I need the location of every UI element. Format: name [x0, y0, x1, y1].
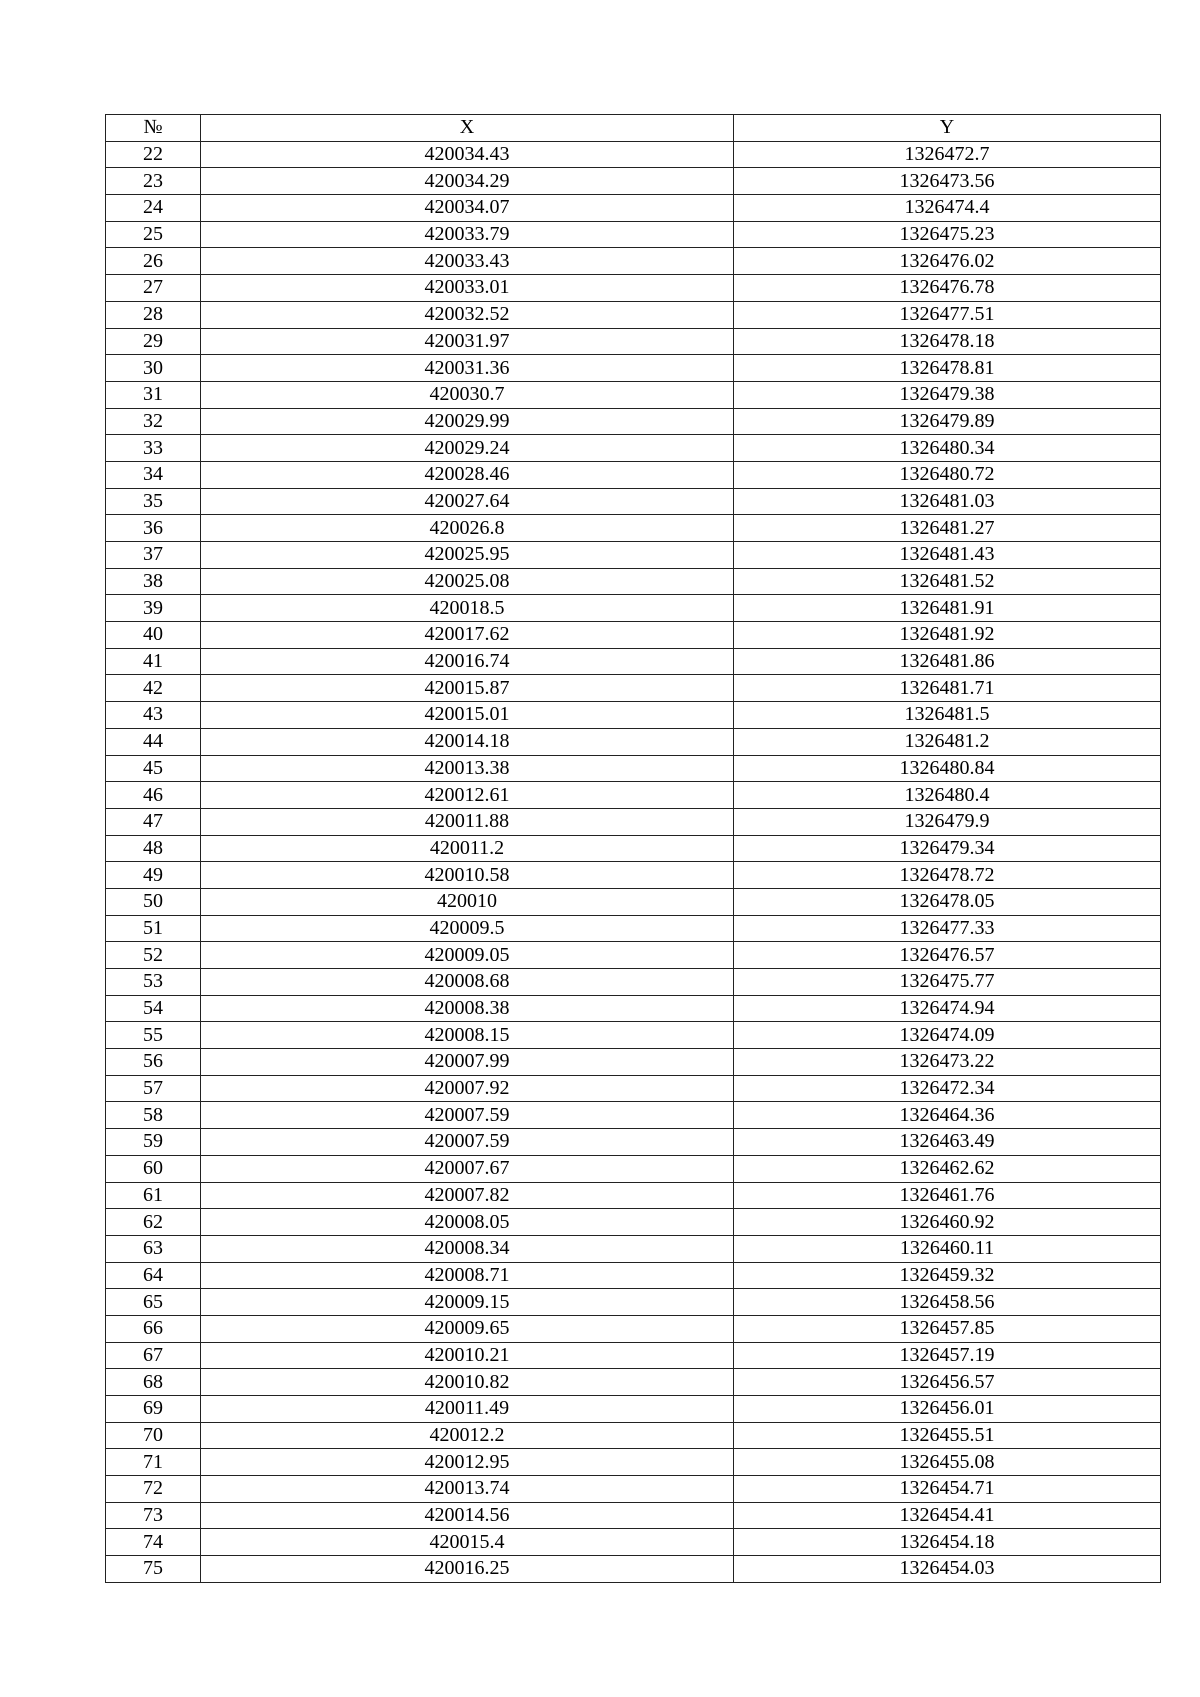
x-coordinate-cell: 420013.74: [201, 1476, 734, 1503]
y-coordinate-cell: 1326455.51: [734, 1422, 1161, 1449]
y-coordinate-cell: 1326473.22: [734, 1049, 1161, 1076]
table-row: [106, 1315, 1161, 1342]
table-body: [106, 141, 1161, 1582]
x-coordinate-cell: 420010.21: [201, 1342, 734, 1369]
point-number-cell: 33: [106, 435, 201, 462]
x-coordinate-cell: 420034.29: [201, 168, 734, 195]
table-row: [106, 1022, 1161, 1049]
point-number-cell: 35: [106, 488, 201, 515]
table-row: [106, 1396, 1161, 1423]
point-number-cell: 67: [106, 1342, 201, 1369]
point-number-cell: 31: [106, 381, 201, 408]
y-coordinate-cell: 1326457.85: [734, 1315, 1161, 1342]
table-row: [106, 461, 1161, 488]
table-row: [106, 1209, 1161, 1236]
point-number-cell: 52: [106, 942, 201, 969]
y-coordinate-cell: 1326478.81: [734, 355, 1161, 382]
point-number-cell: 62: [106, 1209, 201, 1236]
table-row: [106, 969, 1161, 996]
y-coordinate-cell: 1326456.57: [734, 1369, 1161, 1396]
point-number-cell: 68: [106, 1369, 201, 1396]
table-row: [106, 675, 1161, 702]
y-coordinate-cell: 1326479.34: [734, 835, 1161, 862]
y-coordinate-cell: 1326454.71: [734, 1476, 1161, 1503]
x-coordinate-cell: 420033.43: [201, 248, 734, 275]
y-coordinate-cell: 1326481.2: [734, 728, 1161, 755]
y-coordinate-cell: 1326459.32: [734, 1262, 1161, 1289]
point-number-cell: 69: [106, 1396, 201, 1423]
table-row: [106, 1049, 1161, 1076]
y-coordinate-cell: 1326454.18: [734, 1529, 1161, 1556]
table-row: [106, 355, 1161, 382]
y-coordinate-cell: 1326481.92: [734, 622, 1161, 649]
y-coordinate-cell: 1326477.51: [734, 301, 1161, 328]
table-row: [106, 915, 1161, 942]
x-coordinate-cell: 420007.59: [201, 1129, 734, 1156]
y-coordinate-cell: 1326480.34: [734, 435, 1161, 462]
point-number-cell: 58: [106, 1102, 201, 1129]
y-coordinate-cell: 1326477.33: [734, 915, 1161, 942]
x-coordinate-cell: 420007.99: [201, 1049, 734, 1076]
y-coordinate-cell: 1326481.91: [734, 595, 1161, 622]
x-coordinate-cell: 420033.79: [201, 221, 734, 248]
x-coordinate-cell: 420028.46: [201, 461, 734, 488]
table-row: [106, 568, 1161, 595]
table-row: [106, 1289, 1161, 1316]
point-number-cell: 40: [106, 622, 201, 649]
coordinates-table: [105, 114, 1161, 1583]
point-number-cell: 25: [106, 221, 201, 248]
table-row: [106, 1449, 1161, 1476]
y-coordinate-cell: 1326478.72: [734, 862, 1161, 889]
x-coordinate-cell: 420009.05: [201, 942, 734, 969]
point-number-cell: 60: [106, 1155, 201, 1182]
point-number-cell: 53: [106, 969, 201, 996]
x-coordinate-cell: 420011.88: [201, 808, 734, 835]
y-coordinate-cell: 1326456.01: [734, 1396, 1161, 1423]
point-number-cell: 61: [106, 1182, 201, 1209]
x-coordinate-cell: 420008.34: [201, 1235, 734, 1262]
point-number-cell: 57: [106, 1075, 201, 1102]
y-coordinate-cell: 1326481.43: [734, 542, 1161, 569]
y-coordinate-cell: 1326464.36: [734, 1102, 1161, 1129]
x-coordinate-cell: 420029.99: [201, 408, 734, 435]
table-row: [106, 1155, 1161, 1182]
y-coordinate-cell: 1326454.03: [734, 1556, 1161, 1583]
point-number-cell: 26: [106, 248, 201, 275]
table-row: [106, 648, 1161, 675]
point-number-cell: 29: [106, 328, 201, 355]
point-number-cell: 73: [106, 1502, 201, 1529]
point-number-cell: 32: [106, 408, 201, 435]
point-number-cell: 59: [106, 1129, 201, 1156]
y-coordinate-cell: 1326458.56: [734, 1289, 1161, 1316]
y-coordinate-cell: 1326481.71: [734, 675, 1161, 702]
table-row: [106, 488, 1161, 515]
table-row: [106, 942, 1161, 969]
table-header: [106, 115, 1161, 142]
point-number-cell: 46: [106, 782, 201, 809]
point-number-cell: 63: [106, 1235, 201, 1262]
table-row: [106, 1102, 1161, 1129]
table-row: [106, 1502, 1161, 1529]
y-coordinate-cell: 1326461.76: [734, 1182, 1161, 1209]
table-row: [106, 1476, 1161, 1503]
x-coordinate-cell: 420007.92: [201, 1075, 734, 1102]
point-number-cell: 41: [106, 648, 201, 675]
x-coordinate-cell: 420008.38: [201, 995, 734, 1022]
y-coordinate-cell: 1326472.7: [734, 141, 1161, 168]
table-row: [106, 595, 1161, 622]
y-coordinate-cell: 1326463.49: [734, 1129, 1161, 1156]
x-coordinate-cell: 420013.38: [201, 755, 734, 782]
header-x: X: [201, 115, 734, 142]
point-number-cell: 75: [106, 1556, 201, 1583]
table-row: [106, 1529, 1161, 1556]
y-coordinate-cell: 1326481.03: [734, 488, 1161, 515]
point-number-cell: 48: [106, 835, 201, 862]
x-coordinate-cell: 420032.52: [201, 301, 734, 328]
point-number-cell: 74: [106, 1529, 201, 1556]
x-coordinate-cell: 420012.95: [201, 1449, 734, 1476]
table-row: [106, 275, 1161, 302]
y-coordinate-cell: 1326476.78: [734, 275, 1161, 302]
y-coordinate-cell: 1326478.18: [734, 328, 1161, 355]
table-row: [106, 515, 1161, 542]
point-number-cell: 23: [106, 168, 201, 195]
table-row: [106, 1556, 1161, 1583]
x-coordinate-cell: 420015.87: [201, 675, 734, 702]
header-number: №: [106, 115, 201, 142]
y-coordinate-cell: 1326472.34: [734, 1075, 1161, 1102]
x-coordinate-cell: 420034.07: [201, 195, 734, 222]
point-number-cell: 24: [106, 195, 201, 222]
x-coordinate-cell: 420015.4: [201, 1529, 734, 1556]
x-coordinate-cell: 420007.67: [201, 1155, 734, 1182]
point-number-cell: 45: [106, 755, 201, 782]
header-y: Y: [734, 115, 1161, 142]
table-row: [106, 995, 1161, 1022]
point-number-cell: 22: [106, 141, 201, 168]
y-coordinate-cell: 1326474.4: [734, 195, 1161, 222]
point-number-cell: 49: [106, 862, 201, 889]
x-coordinate-cell: 420014.18: [201, 728, 734, 755]
x-coordinate-cell: 420008.71: [201, 1262, 734, 1289]
x-coordinate-cell: 420007.82: [201, 1182, 734, 1209]
table-row: [106, 168, 1161, 195]
y-coordinate-cell: 1326481.52: [734, 568, 1161, 595]
x-coordinate-cell: 420012.2: [201, 1422, 734, 1449]
table-row: [106, 1235, 1161, 1262]
x-coordinate-cell: 420025.95: [201, 542, 734, 569]
x-coordinate-cell: 420009.15: [201, 1289, 734, 1316]
table-row: [106, 1422, 1161, 1449]
x-coordinate-cell: 420016.25: [201, 1556, 734, 1583]
table-row: [106, 1182, 1161, 1209]
table-row: [106, 1075, 1161, 1102]
table-row: [106, 862, 1161, 889]
x-coordinate-cell: 420017.62: [201, 622, 734, 649]
point-number-cell: 64: [106, 1262, 201, 1289]
point-number-cell: 70: [106, 1422, 201, 1449]
y-coordinate-cell: 1326480.4: [734, 782, 1161, 809]
table-row: [106, 328, 1161, 355]
x-coordinate-cell: 420031.97: [201, 328, 734, 355]
table-row: [106, 1129, 1161, 1156]
point-number-cell: 43: [106, 702, 201, 729]
table-row: [106, 622, 1161, 649]
x-coordinate-cell: 420009.65: [201, 1315, 734, 1342]
x-coordinate-cell: 420027.64: [201, 488, 734, 515]
x-coordinate-cell: 420011.2: [201, 835, 734, 862]
point-number-cell: 38: [106, 568, 201, 595]
y-coordinate-cell: 1326480.72: [734, 461, 1161, 488]
point-number-cell: 72: [106, 1476, 201, 1503]
point-number-cell: 37: [106, 542, 201, 569]
x-coordinate-cell: 420008.15: [201, 1022, 734, 1049]
y-coordinate-cell: 1326480.84: [734, 755, 1161, 782]
y-coordinate-cell: 1326476.02: [734, 248, 1161, 275]
y-coordinate-cell: 1326462.62: [734, 1155, 1161, 1182]
point-number-cell: 71: [106, 1449, 201, 1476]
point-number-cell: 66: [106, 1315, 201, 1342]
x-coordinate-cell: 420010.58: [201, 862, 734, 889]
y-coordinate-cell: 1326475.23: [734, 221, 1161, 248]
table-row: [106, 195, 1161, 222]
y-coordinate-cell: 1326478.05: [734, 888, 1161, 915]
point-number-cell: 34: [106, 461, 201, 488]
x-coordinate-cell: 420014.56: [201, 1502, 734, 1529]
point-number-cell: 65: [106, 1289, 201, 1316]
x-coordinate-cell: 420031.36: [201, 355, 734, 382]
y-coordinate-cell: 1326481.27: [734, 515, 1161, 542]
table-row: [106, 1369, 1161, 1396]
y-coordinate-cell: 1326479.9: [734, 808, 1161, 835]
x-coordinate-cell: 420034.43: [201, 141, 734, 168]
point-number-cell: 44: [106, 728, 201, 755]
table-row: [106, 1342, 1161, 1369]
point-number-cell: 54: [106, 995, 201, 1022]
table-row: [106, 408, 1161, 435]
point-number-cell: 36: [106, 515, 201, 542]
x-coordinate-cell: 420009.5: [201, 915, 734, 942]
y-coordinate-cell: 1326474.94: [734, 995, 1161, 1022]
point-number-cell: 27: [106, 275, 201, 302]
table-row: [106, 141, 1161, 168]
point-number-cell: 56: [106, 1049, 201, 1076]
x-coordinate-cell: 420025.08: [201, 568, 734, 595]
x-coordinate-cell: 420008.68: [201, 969, 734, 996]
x-coordinate-cell: 420010: [201, 888, 734, 915]
x-coordinate-cell: 420011.49: [201, 1396, 734, 1423]
x-coordinate-cell: 420010.82: [201, 1369, 734, 1396]
y-coordinate-cell: 1326460.11: [734, 1235, 1161, 1262]
table-row: [106, 808, 1161, 835]
point-number-cell: 39: [106, 595, 201, 622]
point-number-cell: 51: [106, 915, 201, 942]
x-coordinate-cell: 420029.24: [201, 435, 734, 462]
table-row: [106, 381, 1161, 408]
y-coordinate-cell: 1326457.19: [734, 1342, 1161, 1369]
y-coordinate-cell: 1326474.09: [734, 1022, 1161, 1049]
x-coordinate-cell: 420016.74: [201, 648, 734, 675]
y-coordinate-cell: 1326476.57: [734, 942, 1161, 969]
x-coordinate-cell: 420018.5: [201, 595, 734, 622]
y-coordinate-cell: 1326455.08: [734, 1449, 1161, 1476]
y-coordinate-cell: 1326454.41: [734, 1502, 1161, 1529]
y-coordinate-cell: 1326479.89: [734, 408, 1161, 435]
x-coordinate-cell: 420012.61: [201, 782, 734, 809]
y-coordinate-cell: 1326475.77: [734, 969, 1161, 996]
point-number-cell: 47: [106, 808, 201, 835]
point-number-cell: 50: [106, 888, 201, 915]
table-row: [106, 248, 1161, 275]
header-row: [106, 115, 1161, 142]
table-row: [106, 1262, 1161, 1289]
x-coordinate-cell: 420033.01: [201, 275, 734, 302]
point-number-cell: 28: [106, 301, 201, 328]
x-coordinate-cell: 420026.8: [201, 515, 734, 542]
table-row: [106, 435, 1161, 462]
y-coordinate-cell: 1326473.56: [734, 168, 1161, 195]
table-row: [106, 301, 1161, 328]
table-row: [106, 728, 1161, 755]
table-row: [106, 835, 1161, 862]
table-row: [106, 755, 1161, 782]
y-coordinate-cell: 1326481.86: [734, 648, 1161, 675]
x-coordinate-cell: 420007.59: [201, 1102, 734, 1129]
table-row: [106, 542, 1161, 569]
y-coordinate-cell: 1326460.92: [734, 1209, 1161, 1236]
point-number-cell: 42: [106, 675, 201, 702]
point-number-cell: 30: [106, 355, 201, 382]
x-coordinate-cell: 420015.01: [201, 702, 734, 729]
point-number-cell: 55: [106, 1022, 201, 1049]
x-coordinate-cell: 420030.7: [201, 381, 734, 408]
table-row: [106, 702, 1161, 729]
table-row: [106, 782, 1161, 809]
y-coordinate-cell: 1326481.5: [734, 702, 1161, 729]
table-row: [106, 888, 1161, 915]
y-coordinate-cell: 1326479.38: [734, 381, 1161, 408]
x-coordinate-cell: 420008.05: [201, 1209, 734, 1236]
table-row: [106, 221, 1161, 248]
